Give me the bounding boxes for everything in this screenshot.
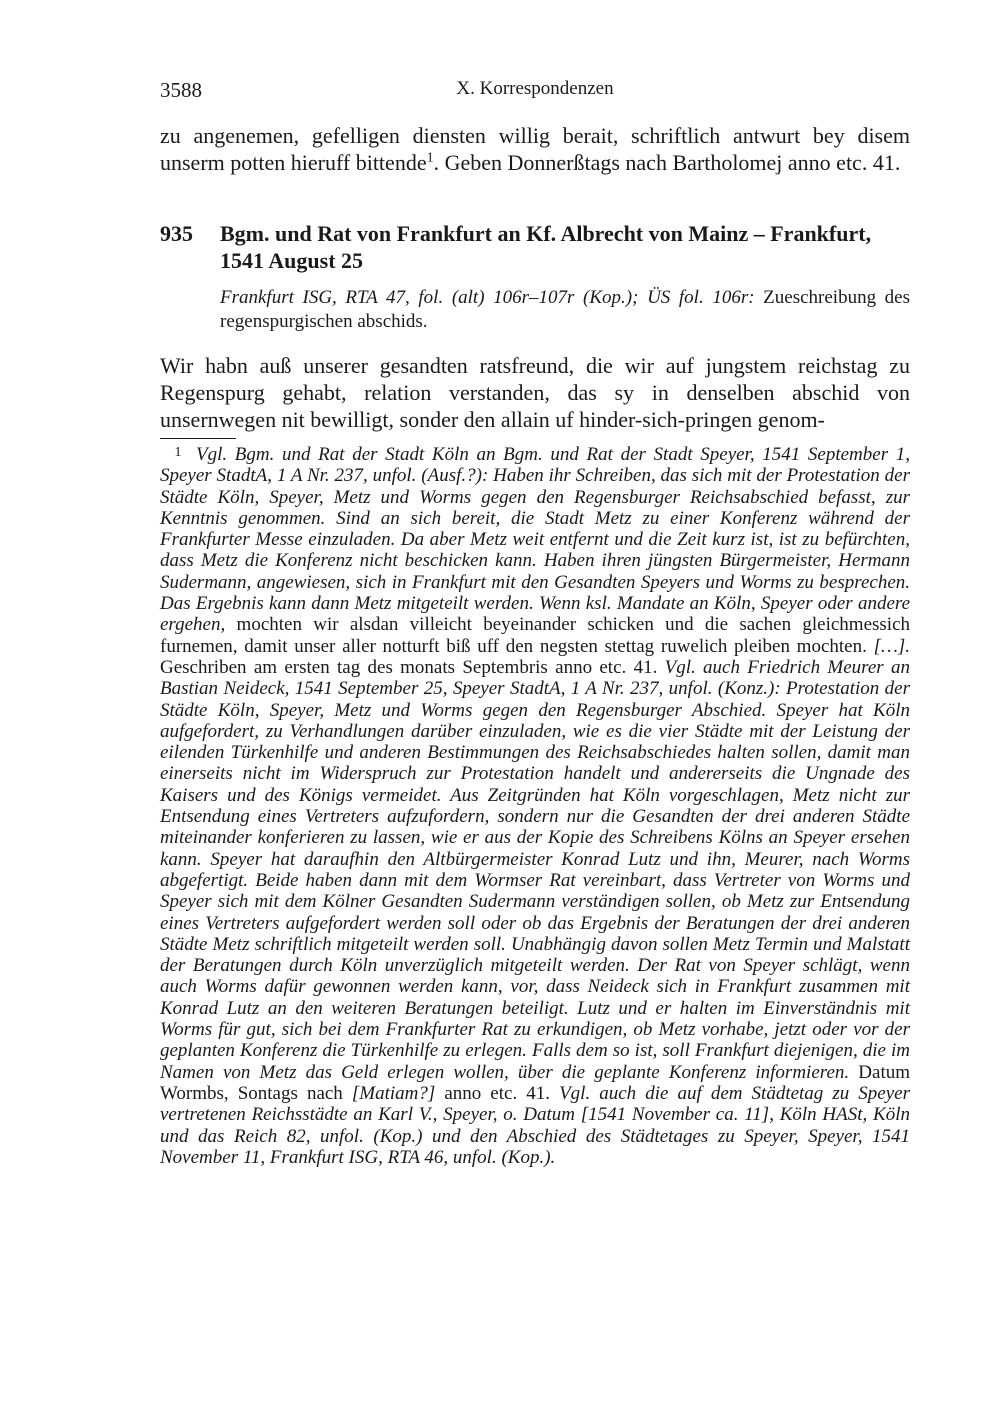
entry-title: Bgm. und Rat von Frankfurt an Kf. Albrecht von Mainz – Frankfurt, 1541 August 25	[220, 221, 872, 273]
footnote-text-7: [Matiam?]	[351, 1082, 436, 1104]
continuation-text-end: . Geben Donnerßtags nach Bartholomej anno etc. 41.	[433, 150, 901, 175]
footnote-number: 1	[174, 445, 182, 460]
footnote-divider	[160, 438, 236, 439]
entry-text: Wir habn auß unserer gesandten ratsfreund, die wir auf jungstem reichstag zu Regenspurg gehabt, relation verstanden, das sy in denselben abschid von unsernwegen nit bewilligt, sonder den allain uf hinder-sich-pringen genom-	[160, 353, 910, 432]
document-page	[160, 78, 910, 1187]
footnote-text-6: Datum Wormbs, Sontags nach	[160, 1061, 910, 1104]
footnote-text-4: Geschriben am ersten tag des monats Septembris anno etc. 41.	[160, 656, 665, 678]
running-title: X. Korrespondenzen	[456, 78, 614, 99]
footnote-text-5: Vgl. auch Friedrich Meurer an Bastian Neideck, 1541 September 25, Speyer StadtA, 1 A Nr. 237, unfol. (Konz.): Protestation der Städte Köln, Speyer, Metz und Worms gegen den Regensburger Abschied. Speyer hat Köln aufgefordert, zu Verhandlungen darüber einzuladen, wie es die vier Städte mit der Leistung der eilenden Türkenhilfe und anderen Bestimmungen des Reichsabschiedes halten sollen, damit man einerseits nicht im Widerspruch zur Protestation handelt und andererseits die Ungnade des Kaisers und des Königs vermeidet. Aus Zeitgründen hat Köln vorgeschlagen, Metz nicht zur Entsendung eines Vertreters aufzufordern, sondern nur die Gesandten der drei anderen Städte miteinander konferieren zu lassen, wie er aus der Kopie des Schreibens Kölns an Speyer ersehen kann. Speyer hat daraufhin den Altbürgermeister Konrad Lutz und ihn, Meurer, nach Worms abgefertigt. Beide haben dann mit dem Wormser Rat vereinbart, dass Vertreter von Worms und Speyer sich mit dem Kölner Gesandten Sudermann verständigen sollen, ob Metz zur Entsendung eines Vertreters aufgefordert werden soll oder ob das Ergebnis der Beratungen der drei anderen Städte Metz schriftlich mitgeteilt werden soll. Unabhängig davon sollen Metz Termin und Malstatt der Beratungen durch Köln unverzüglich mitgeteilt werden. Der Rat von Speyer schlägt, wenn auch Worms dafür gewonnen werden kann, vor, dass Neideck sich in Frankfurt zusammen mit Konrad Lutz an den weiteren Beratungen beteiligt. Lutz und er halten im Einverständnis mit Worms für gut, sich bei dem Frankfurter Rat zu erkundigen, ob Metz vorhabe, jetzt oder vor der geplanten Konferenz die Türkenhilfe zu erlegen. Falls dem so ist, soll Frankfurt diejenigen, die im Namen von Metz das Geld erlegen wollen, über die geplante Konferenz informieren.	[160, 656, 910, 1083]
page-number: 3588	[160, 78, 202, 102]
footnote-text-9: Vgl. auch die auf dem Städtetag zu Speyer vertretenen Reichsstädte an Karl V., Speyer, o. Datum [1541 November ca. 11], Köln HASt, Köln und das Reich 82, unfol. (Kop.) und den Abschied des Städtetages zu Speyer, Speyer, 1541 November 11, Frankfurt ISG, RTA 46, unfol. (Kop.).	[160, 1082, 910, 1168]
continuation-paragraph	[160, 122, 910, 176]
footnote-text-1: Vgl. Bgm. und Rat der Stadt Köln an Bgm. und Rat der Stadt Speyer, 1541 September 1, Speyer StadtA, 1 A Nr. 237, unfol. (Ausf.?): Haben ihr Schreiben, das sich mit der Protestation der Städte Köln, Speyer, Metz und Worms gegen den Regensburger Reichsabschied befasst, zur Kenntnis genommen. Sind an sich bereit, die Stadt Metz zu einer Konferenz während der Frankfurter Messe einzuladen. Da aber Metz weit entfernt und die Zeit kurz ist, ist zu befürchten, dass Metz die Konferenz nicht beschicken kann. Haben ihren jüngsten Bürgermeister, Hermann Sudermann, angewiesen, sich in Frankfurt mit den Gesandten Speyers und Worms zu besprechen. Das Ergebnis kann dann Metz mitgeteilt werden. Wenn ksl. Mandate an Köln, Speyer oder andere ergehen,	[160, 444, 910, 636]
footnote	[160, 442, 910, 1168]
footnote-text-8: anno etc. 41.	[435, 1082, 560, 1104]
running-header	[160, 78, 910, 108]
footnote-reference[interactable]: 1	[426, 150, 434, 166]
source-note	[220, 286, 910, 334]
entry-heading	[160, 220, 910, 274]
continuation-text: zu angenemen, gefelligen diensten willig berait, schriftlich antwurt bey disem unserm potten hieruff bittende	[160, 123, 910, 175]
entry-number: 935	[160, 221, 193, 246]
footnote-text-2: mochten wir alsdan villeicht beyeinander schicken und die sachen gleichmessich furnemen, damit unser aller notturft biß uff den negsten stettag ruwelich pleiben mochten.	[160, 614, 910, 657]
source-reference: Frankfurt ISG, RTA 47, fol. (alt) 106r–107r (Kop.); ÜS fol. 106r:	[220, 287, 755, 308]
footnote-text-3: […].	[873, 635, 910, 657]
source-summary: Zueschreibung des regenspurgischen abschids.	[220, 287, 911, 332]
